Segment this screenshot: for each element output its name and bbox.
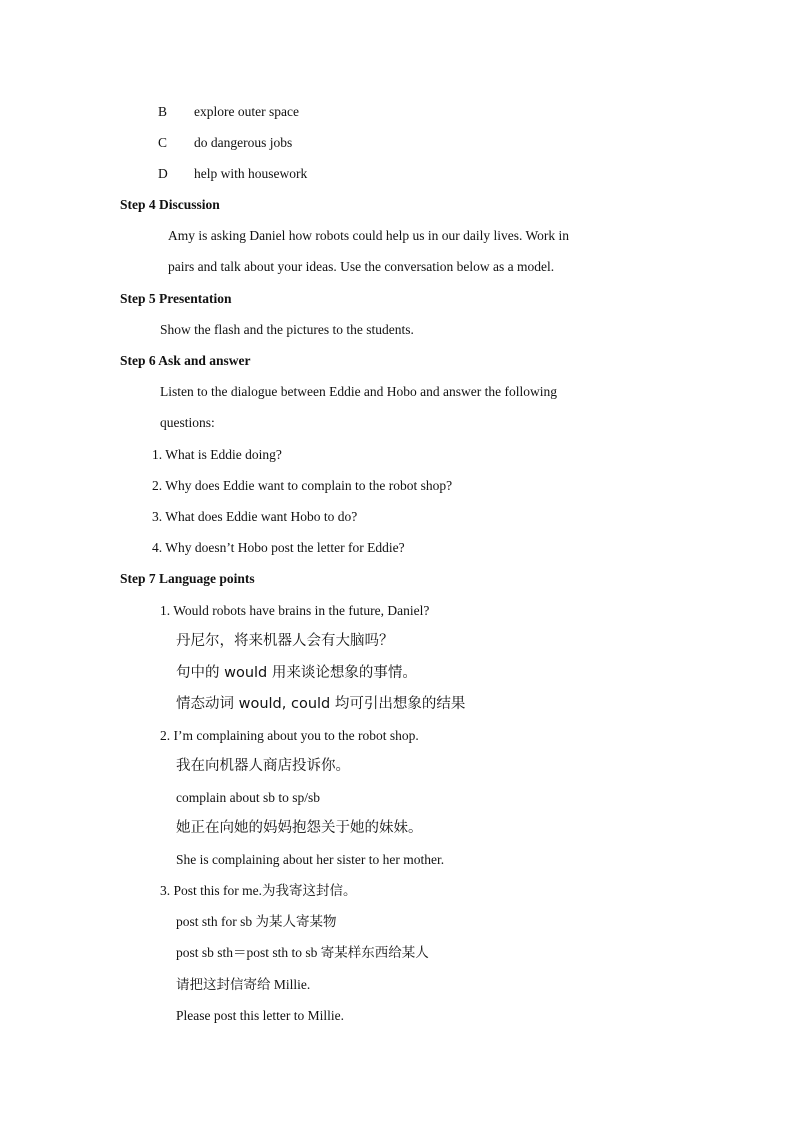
point2-title: 2. I’m complaining about you to the robot shop. <box>160 728 419 743</box>
step6-line2: questions: <box>160 415 215 430</box>
point2-example-en: She is complaining about her sister to her mother. <box>176 852 445 867</box>
point1-title: 1. Would robots have brains in the future, Daniel? <box>160 603 430 618</box>
step6-line1: Listen to the dialogue between Eddie and Hobo and answer the following <box>160 384 558 399</box>
option-letter: B <box>158 104 168 119</box>
question-item: 1. What is Eddie doing? <box>152 447 282 462</box>
option-text: explore outer space <box>194 104 299 119</box>
point3-example-en: Please post this letter to Millie. <box>176 1008 344 1023</box>
option-letter: C <box>158 135 168 150</box>
point3-example-zh: 请把这封信寄给 Millie. <box>176 977 311 992</box>
point1-note: 情态动词 would, could 均可引出想象的结果 <box>176 696 466 712</box>
point2-translation: 我在向机器人商店投诉你。 <box>176 758 350 774</box>
point3-usage: post sb sth＝post sth to sb 寄某样东西给某人 <box>176 945 429 960</box>
point3-usage: post sth for sb 为某人寄某物 <box>176 914 337 929</box>
step5-heading: Step 5 Presentation <box>120 291 232 306</box>
question-item: 4. Why doesn’t Hobo post the letter for Eddie? <box>152 540 405 555</box>
step7-heading: Step 7 Language points <box>120 571 255 586</box>
step5-line1: Show the flash and the pictures to the students. <box>160 322 414 337</box>
point1-translation: 丹尼尔，将来机器人会有大脑吗？ <box>176 633 394 649</box>
step4-heading: Step 4 Discussion <box>120 197 220 212</box>
question-item: 3. What does Eddie want Hobo to do? <box>152 509 358 524</box>
step4-line1: Amy is asking Daniel how robots could help us in our daily lives. Work in <box>168 228 569 243</box>
step6-heading: Step 6 Ask and answer <box>120 353 251 368</box>
point1-note: 句中的 would 用来谈论想象的事情。 <box>176 665 417 681</box>
point2-usage: complain about sb to sp/sb <box>176 790 320 805</box>
step4-line2: pairs and talk about your ideas. Use the conversation below as a model. <box>168 259 555 274</box>
point3-title: 3. Post this for me.为我寄这封信。 <box>160 883 357 898</box>
option-letter: D <box>158 166 168 181</box>
question-item: 2. Why does Eddie want to complain to the robot shop? <box>152 478 453 493</box>
point2-example-zh: 她正在向她的妈妈抱怨关于她的妹妹。 <box>176 820 423 836</box>
option-text: help with housework <box>194 166 308 181</box>
option-text: do dangerous jobs <box>194 135 293 150</box>
